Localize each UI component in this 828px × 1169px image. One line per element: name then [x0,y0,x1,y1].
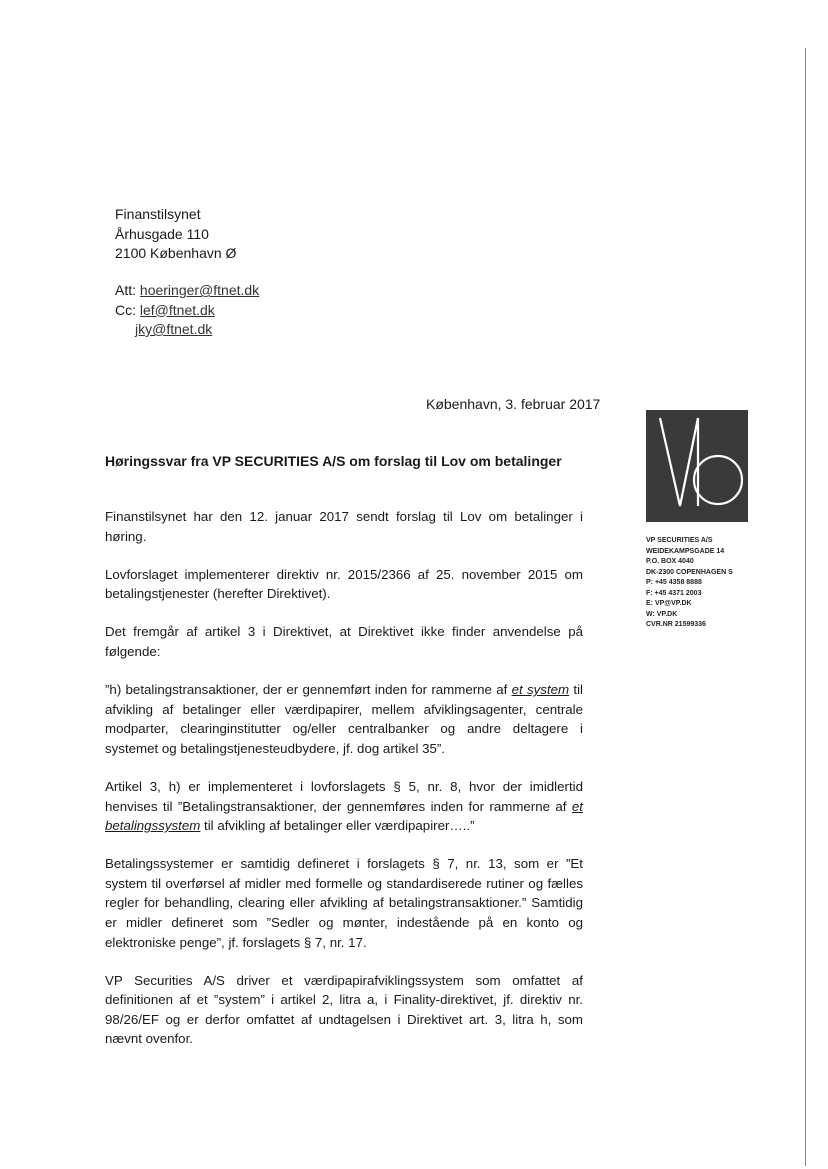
recipient-street: Århusgade 110 [115,225,209,242]
body-paragraph-6: Betalingssystemer er samtidig defineret i forslagets § 7, nr. 13, som er ”Et system til overførsel af midler med formelle og standardiserede rutiner og fælles regler for behandling, clearing eller afvikling af betalingstransaktioner.” Samtidig er midler defineret som ”Sedler og mønter, indestående på en konto og elektroniske penge”, jf. forslagets § 7, nr. 17. [105,856,583,950]
cc-label: Cc: [115,301,136,318]
recipient-city: 2100 København Ø [115,245,237,261]
att-label: Att: [115,282,137,298]
body-paragraph-2: Lovforslaget implementerer direktiv nr. 2015/2366 af 25. november 2015 om betalingstjenester (herefter Direktivet). [105,566,583,602]
quote-text-end: til afvikling af betalinger eller værdipapirer, mellem afviklingsagenter, centrale modparter, clearinginstitutter og/eller centralbanker og andre deltagere i systemet og betalingstjenesteudbydere, jf. dog artikel 35”. [105,682,583,756]
reference-text-start: Artikel 3, h) er implementeret i lovforslagets § 5, nr. 8, hvor der imidlertid henvises til ”Betalingstransaktioner, der gennemføres inden for rammerne af [105,778,583,814]
body-paragraph-5 [105,777,583,836]
company-phone: P: +45 4358 8888 [646,579,702,586]
cc-row [115,301,259,321]
underlined-term-betalingssystem: et betalingssystem [105,798,583,834]
letter-subject: Høringssvar fra VP SECURITIES A/S om forslag til Lov om betalinger [105,453,562,469]
quote-text-start: ”h) betalingstransaktioner, der er gennemført inden for rammerne af [105,682,512,698]
att-email-link[interactable]: hoeringer@ftnet.dk [139,282,260,298]
company-pobox: P.O. BOX 4040 [646,558,694,565]
company-web: W: VP.DK [646,610,678,618]
body-paragraph-1: Finanstilsynet har den 12. januar 2017 sendt forslag til Lov om betalinger i høring. [105,509,583,544]
company-email: E: VP@VP.DK [646,600,692,607]
vp-logo [646,410,748,522]
underlined-term-system: et system [511,682,570,698]
contact-block [115,281,259,340]
body-paragraph-7: VP Securities A/S driver et værdipapirafviklingssystem som omfattet af definitionen af et ”system” i artikel 2, litra a, i Finality-direktivet, jf. direktiv nr. 98/26/EF og er derfor omfattet af undtagelsen i Direktivet art. 3, litra h, som nævnt ovenfor. [105,972,583,1047]
cc-email-link-2[interactable]: jky@ftnet.dk [135,321,213,337]
recipient-name: Finanstilsynet [115,206,201,222]
company-name: VP SECURITIES A/S [646,537,713,544]
recipient-address [115,205,236,264]
att-row [115,281,259,301]
letter-body [105,507,583,1068]
company-fax: F: +45 4371 2003 [646,589,702,597]
company-city: DK-2300 COPENHAGEN S [646,568,733,576]
company-cvr: CVR.NR 21599336 [646,621,706,628]
page-edge-line [805,48,806,1166]
reference-text-end: til afvikling af betalinger eller værdipapirer…..” [200,818,475,834]
date-line: København, 3. februar 2017 [426,396,601,412]
body-paragraph-4 [105,680,583,758]
cc-email-link-1[interactable]: lef@ftnet.dk [139,301,215,318]
company-details [646,536,733,631]
company-street: WEIDEKAMPSGADE 14 [646,547,725,555]
cc-row-2 [115,320,259,340]
body-paragraph-3: Det fremgår af artikel 3 i Direktivet, at Direktivet ikke finder anvendelse på følgende: [105,624,583,659]
